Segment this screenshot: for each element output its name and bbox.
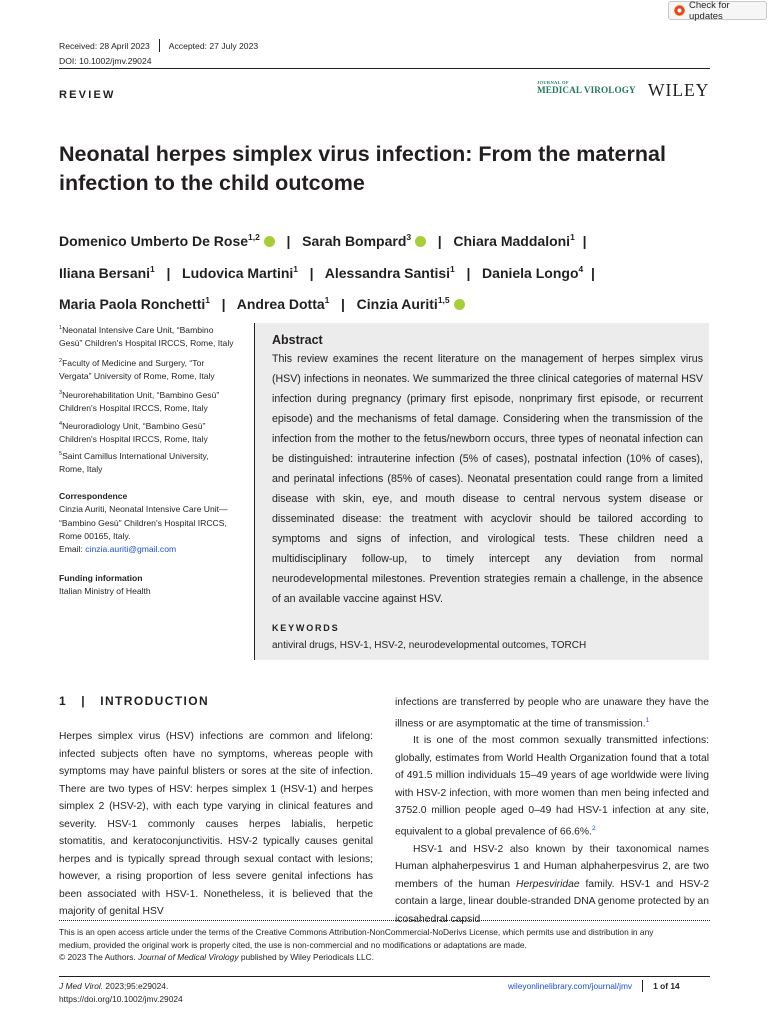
- correspondence: [59, 490, 239, 556]
- crossmark-icon: [674, 5, 685, 16]
- license-divider: [59, 920, 710, 921]
- affiliation-text: Saint Camillus International University,: [62, 450, 209, 461]
- article-title: [59, 140, 699, 198]
- author-affiliation: 1,5: [437, 295, 450, 305]
- keywords-heading: KEYWORDS: [272, 623, 340, 633]
- affiliation-number: 4: [59, 421, 63, 427]
- author-affiliation: 1: [324, 295, 330, 305]
- email-link[interactable]: cinzia.auriti@gmail.com: [85, 544, 177, 555]
- affiliation-text: Gesù” Children's Hospital IRCCS, Rome, Italy: [59, 338, 234, 349]
- abstract-heading: Abstract: [272, 333, 323, 347]
- author-name: Chiara Maddaloni: [453, 233, 571, 249]
- paragraph: Herpes simplex virus (HSV) infections are common and lifelong: infected subjects often have no symptoms, whereas people with symptoms may have painful blisters or sores at the site of infection. There are two types of HSV: herpes simplex 1 (HSV-1) and herpes simplex 2 (HSV-2), with each type varying in clinical features and severity. HSV-1 commonly causes herpes labialis, herpetic stomatitis, and keratoconjunctivitis. HSV-2 typically causes genital herpes and is typically spread through sexual contact with lesions; however, a rising proportion of less severe genital infections has been associated with HSV-1. Nonetheless, it is believed that the majority of genital HSV: [59, 731, 373, 917]
- author-line-3: Maria Paola Ronchetti$^1$ | Andrea Dotta$^1$ | Cinzia Auriti$^{1,5}$iD: [59, 287, 719, 319]
- journal-logo-small: JOURNAL OF: [537, 80, 569, 85]
- author-name: Ludovica Martini: [182, 264, 294, 281]
- author-affiliation: 1: [570, 232, 575, 242]
- copyright-text: © 2023 The Authors.: [59, 952, 139, 962]
- section-number: 1: [59, 694, 68, 708]
- author-affiliation: 1: [205, 295, 210, 305]
- footer-rule: [59, 976, 710, 977]
- affiliation-text: Rome, Italy: [59, 464, 103, 475]
- paragraph-text: HSV-1 and HSV-2 also known by their taxonomical names Human alphaherpesvirus 1 and Human alphaherpesvirus 2, are two members of the human: [395, 843, 709, 890]
- title-line-2: infection to the child outcome: [59, 171, 365, 195]
- author-name: Sarah Bompard: [302, 233, 407, 249]
- paragraph: [395, 694, 709, 732]
- orcid-icon[interactable]: [454, 299, 465, 310]
- keywords-text: antiviral drugs, HSV-1, HSV-2, neurodevelopmental outcomes, TORCH: [272, 640, 587, 651]
- doi-top: DOI: 10.1002/jmv.29024: [59, 56, 152, 66]
- author-name: Cinzia Auriti: [356, 296, 438, 312]
- author-name: Andrea Dotta: [236, 296, 325, 312]
- check-for-updates-button[interactable]: [668, 1, 767, 20]
- affiliation-1: [59, 322, 239, 350]
- affiliation-text: Neonatal Intensive Care Unit, “Bambino: [62, 324, 214, 335]
- title-line-1: Neonatal herpes simplex virus infection: From the maternal: [59, 142, 666, 166]
- license-text: [59, 926, 714, 964]
- section-label: REVIEW: [59, 89, 116, 101]
- journal-logo: [537, 80, 641, 100]
- doi-link[interactable]: https://doi.org/10.1002/jmv.29024: [59, 994, 183, 1004]
- affiliation-4: [59, 418, 239, 446]
- paragraph-text: family. HSV-1 and HSV-2 contain a large, linear double-stranded DNA genome protected by an icosahedral capsid: [395, 878, 709, 925]
- license-line: This is an open access article under the terms of the Creative Commons Attribution-NonCommercial-NoDerivs License, which permits use and distribution in any: [59, 927, 654, 937]
- paragraph-text: It is one of the most common sexually transmitted infections: globally, estimates from World Health Organization found that a total of 491.5 million individuals 15–49 years of age worldwide were living with HSV-2 infection, with more women than men being infected and 3752.0 million people aged 0–49 had HSV-1 infection at any site, equivalent to a global prevalence of 66.6%.: [395, 735, 709, 838]
- license-line: medium, provided the original work is properly cited, the use is non-commercial and no modifications or adaptations are made.: [59, 939, 527, 950]
- copyright-text: published by Wiley Periodicals LLC.: [238, 952, 374, 962]
- citation-journal: J Med Virol.: [59, 981, 104, 991]
- section-title: INTRODUCTION: [100, 694, 210, 708]
- author-affiliation: 1: [293, 263, 299, 274]
- footer-citation: [59, 980, 183, 1006]
- author-list: [59, 224, 719, 319]
- author-affiliation: 1: [450, 263, 455, 274]
- date-divider: [159, 39, 160, 52]
- author-line-1: Domenico Umberto De Rose$^{1,2}$iD | Sarah Bompard$^3$iD | Chiara Maddaloni$^1$ |: [59, 224, 719, 256]
- affiliation-number: 3: [59, 390, 63, 396]
- email-label: Email:: [59, 544, 83, 555]
- citation-volume: 2023;95:e29024.: [103, 981, 169, 991]
- affiliation-text: Vergata” University of Rome, Rome, Italy: [59, 371, 215, 382]
- affiliation-number: 5: [59, 451, 63, 457]
- paragraph: [395, 841, 709, 929]
- header-rule: [59, 68, 710, 69]
- author-affiliation: 1: [150, 263, 155, 274]
- affiliation-text: Children's Hospital IRCCS, Rome, Italy: [59, 434, 208, 445]
- page-number: 1 of 14: [653, 981, 680, 991]
- correspondence-heading: Correspondence: [59, 491, 128, 501]
- journal-site-link[interactable]: wileyonlinelibrary.com/journal/jmv: [508, 981, 633, 991]
- affiliation-5: [59, 448, 239, 476]
- author-affiliation: 3: [406, 232, 412, 242]
- funding-information: [59, 572, 239, 599]
- copyright-line: [59, 951, 714, 964]
- abstract-box: [254, 323, 709, 660]
- author-affiliation: 1,2: [248, 232, 260, 242]
- author-name: Daniela Longo: [482, 264, 579, 281]
- section-heading: 1 | INTRODUCTION: [59, 694, 210, 708]
- body-column-left: [59, 728, 373, 921]
- correspondence-text: Rome 00165, Italy.: [59, 530, 131, 541]
- author-name: Domenico Umberto De Rose: [59, 233, 249, 249]
- author-name: Iliana Bersani: [59, 264, 151, 281]
- citation-link[interactable]: 2: [591, 824, 596, 832]
- funding-heading: Funding information: [59, 573, 143, 583]
- journal-name-italic: Journal of Medical Virology: [138, 952, 239, 962]
- citation-link[interactable]: 1: [645, 716, 650, 724]
- author-affiliation: 4: [578, 263, 584, 274]
- footer-right: [508, 980, 680, 992]
- paragraph-italic: Herpesviridae: [516, 878, 580, 890]
- affiliation-text: Children's Hospital IRCCS, Rome, Italy: [59, 403, 208, 414]
- check-for-updates-label: Check for updates: [688, 0, 730, 22]
- accepted-date: Accepted: 27 July 2023: [168, 40, 259, 51]
- affiliation-text: Faculty of Medicine and Surgery, “Tor: [62, 357, 205, 368]
- footer-divider: [642, 980, 643, 992]
- abstract-text: This review examines the recent literature on the management of herpes simplex virus (HSV) infections in neonates. We summarized the three clinical categories of maternal HSV infection during pregnancy (primary first episode, nonprimary first episode, or recurrent episode) and the mechanisms of fetal damage. Considering when the transmission of the infection from the mother to the fetus/newborn occurs, three types of neonatal infection can be distinguished: intrauterine infection (5% of cases), postnatal infection (10% of cases), and perinatal infections (85% of cases). Neonatal presentation could range from a limited disease with skin, eye, and mouth disease to central nervous system disease or disseminated disease: the treatment with acyclovir should be tailored according to symptoms and signs of infection, and virological tests. These children need a multidisciplinary follow-up, to timely intercept any deviation from normal neurodevelopmental milestones. Prevention strategies remain a challenge, in the absence of an available vaccine against HSV.: [272, 353, 703, 605]
- journal-logo-name: MEDICAL VIROLOGY: [537, 85, 636, 95]
- correspondence-text: “Bambino Gesù” Children's Hospital IRCCS,: [59, 517, 227, 528]
- funding-text: Italian Ministry of Health: [59, 586, 151, 597]
- author-name: Maria Paola Ronchetti: [59, 296, 206, 312]
- affiliation-text: Neurorehabilitation Unit, “Bambino Gesù”: [62, 389, 220, 400]
- orcid-icon[interactable]: [415, 236, 426, 247]
- affiliation-2: [59, 355, 239, 383]
- affiliation-text: Neuroradiology Unit, “Bambino Gesù”: [62, 420, 206, 431]
- author-line-2: Iliana Bersani$^1$ | Ludovica Martini$^1$ | Alessandra Santisi$^1$ | Daniela Longo$^4$ |: [59, 263, 595, 281]
- publisher-logo: WILEY: [648, 80, 710, 100]
- author-name: Alessandra Santisi: [324, 264, 451, 281]
- affiliation-number: 2: [59, 358, 63, 364]
- orcid-icon[interactable]: [264, 236, 275, 247]
- paragraph-text: infections are transferred by people who are unaware they have the illness or are asymptomatic at the time of transmission.: [395, 697, 709, 729]
- article-dates: [59, 39, 258, 52]
- body-column-right: [395, 694, 709, 928]
- received-date: Received: 28 April 2023: [59, 40, 150, 51]
- affiliation-number: 1: [59, 325, 63, 331]
- affiliation-3: [59, 387, 239, 415]
- correspondence-text: Cinzia Auriti, Neonatal Intensive Care Unit—: [59, 504, 228, 515]
- paragraph: [395, 732, 709, 840]
